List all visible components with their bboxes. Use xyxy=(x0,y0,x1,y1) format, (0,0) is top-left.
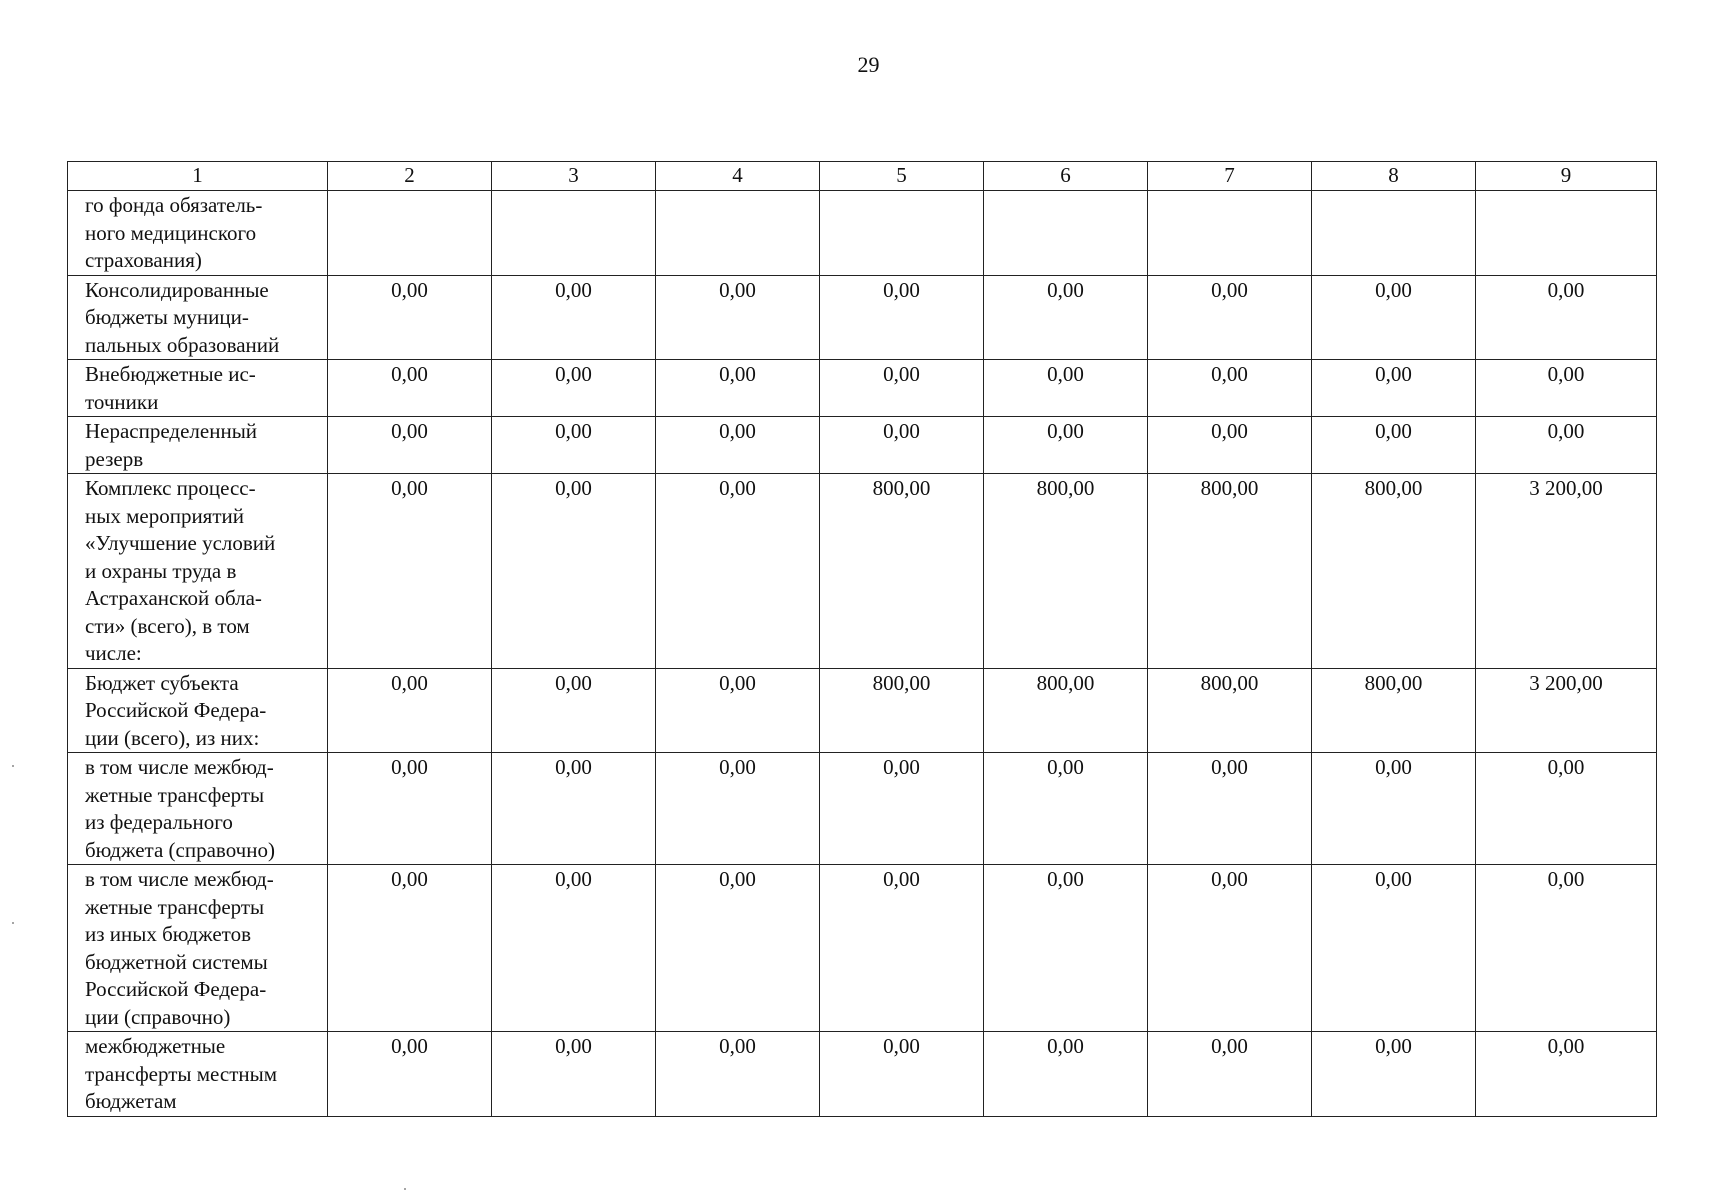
value-cell: 0,00 xyxy=(1148,753,1312,865)
value-cell: 0,00 xyxy=(328,474,492,669)
table-row xyxy=(68,191,1657,276)
value-cell: 0,00 xyxy=(1312,1032,1476,1117)
value-cell: 0,00 xyxy=(656,417,820,474)
value-cell: 800,00 xyxy=(820,474,984,669)
column-header: 3 xyxy=(492,162,656,191)
value-cell xyxy=(492,191,656,276)
row-label: Нераспределенный резерв xyxy=(68,417,328,474)
value-cell: 0,00 xyxy=(328,417,492,474)
value-cell: 0,00 xyxy=(984,1032,1148,1117)
value-cell: 0,00 xyxy=(1148,417,1312,474)
value-cell: 3 200,00 xyxy=(1476,474,1657,669)
column-header: 4 xyxy=(656,162,820,191)
value-cell: 0,00 xyxy=(492,417,656,474)
value-cell: 0,00 xyxy=(656,474,820,669)
value-cell: 0,00 xyxy=(820,1032,984,1117)
value-cell: 800,00 xyxy=(984,474,1148,669)
value-cell: 800,00 xyxy=(820,668,984,753)
row-label: Внебюджетные ис- точники xyxy=(68,360,328,417)
value-cell: 0,00 xyxy=(328,360,492,417)
value-cell: 3 200,00 xyxy=(1476,668,1657,753)
value-cell: 0,00 xyxy=(328,668,492,753)
value-cell: 0,00 xyxy=(820,865,984,1032)
value-cell: 0,00 xyxy=(1476,1032,1657,1117)
value-cell xyxy=(820,191,984,276)
column-header: 6 xyxy=(984,162,1148,191)
row-label: Консолидированные бюджеты муници- пальных образований xyxy=(68,275,328,360)
value-cell: 0,00 xyxy=(1148,360,1312,417)
value-cell: 0,00 xyxy=(984,753,1148,865)
scan-speck xyxy=(12,765,14,767)
value-cell: 0,00 xyxy=(1476,360,1657,417)
value-cell: 0,00 xyxy=(492,474,656,669)
value-cell: 0,00 xyxy=(1148,1032,1312,1117)
row-label: го фонда обязатель- ного медицинского страхования) xyxy=(68,191,328,276)
value-cell xyxy=(328,191,492,276)
value-cell: 0,00 xyxy=(656,668,820,753)
value-cell: 0,00 xyxy=(492,275,656,360)
scan-speck xyxy=(12,922,14,924)
value-cell: 0,00 xyxy=(656,1032,820,1117)
value-cell: 0,00 xyxy=(984,417,1148,474)
value-cell: 0,00 xyxy=(820,417,984,474)
value-cell: 0,00 xyxy=(656,275,820,360)
value-cell: 0,00 xyxy=(1476,417,1657,474)
column-header: 1 xyxy=(68,162,328,191)
value-cell xyxy=(656,191,820,276)
table-row xyxy=(68,668,1657,753)
table-body xyxy=(68,191,1657,1117)
column-header: 8 xyxy=(1312,162,1476,191)
table-row xyxy=(68,360,1657,417)
value-cell: 0,00 xyxy=(656,360,820,417)
value-cell: 0,00 xyxy=(492,360,656,417)
column-header: 2 xyxy=(328,162,492,191)
value-cell: 0,00 xyxy=(984,865,1148,1032)
value-cell: 0,00 xyxy=(820,275,984,360)
value-cell: 800,00 xyxy=(984,668,1148,753)
value-cell: 0,00 xyxy=(1312,275,1476,360)
table-row xyxy=(68,275,1657,360)
row-label: в том числе межбюд- жетные трансферты из иных бюджетов бюджетной системы Российской Федера- ции (справочно) xyxy=(68,865,328,1032)
value-cell: 0,00 xyxy=(1476,275,1657,360)
column-number-row xyxy=(68,162,1657,191)
table-row xyxy=(68,474,1657,669)
scan-speck xyxy=(404,1188,406,1190)
value-cell: 0,00 xyxy=(492,753,656,865)
row-label: Комплекс процесс- ных мероприятий «Улучшение условий и охраны труда в Астраханской обла- сти» (всего), в том числе: xyxy=(68,474,328,669)
value-cell: 0,00 xyxy=(1312,865,1476,1032)
row-label: межбюджетные трансферты местным бюджетам xyxy=(68,1032,328,1117)
table-row xyxy=(68,753,1657,865)
value-cell: 800,00 xyxy=(1312,668,1476,753)
row-label: в том числе межбюд- жетные трансферты из федерального бюджета (справочно) xyxy=(68,753,328,865)
value-cell: 0,00 xyxy=(820,360,984,417)
value-cell: 0,00 xyxy=(328,753,492,865)
value-cell: 0,00 xyxy=(656,753,820,865)
value-cell: 0,00 xyxy=(1312,360,1476,417)
column-header: 7 xyxy=(1148,162,1312,191)
table-row xyxy=(68,1032,1657,1117)
value-cell xyxy=(984,191,1148,276)
value-cell: 0,00 xyxy=(328,1032,492,1117)
value-cell: 0,00 xyxy=(1148,275,1312,360)
value-cell: 0,00 xyxy=(1312,753,1476,865)
value-cell: 0,00 xyxy=(492,1032,656,1117)
value-cell: 0,00 xyxy=(492,865,656,1032)
value-cell: 0,00 xyxy=(328,275,492,360)
value-cell xyxy=(1476,191,1657,276)
value-cell: 0,00 xyxy=(984,275,1148,360)
value-cell xyxy=(1148,191,1312,276)
page-number: 29 xyxy=(857,52,880,77)
value-cell: 0,00 xyxy=(328,865,492,1032)
value-cell: 0,00 xyxy=(1148,865,1312,1032)
value-cell: 0,00 xyxy=(820,753,984,865)
value-cell: 0,00 xyxy=(1476,753,1657,865)
column-header: 5 xyxy=(820,162,984,191)
row-label: Бюджет субъекта Российской Федера- ции (всего), из них: xyxy=(68,668,328,753)
value-cell: 800,00 xyxy=(1148,668,1312,753)
value-cell: 0,00 xyxy=(984,360,1148,417)
value-cell: 0,00 xyxy=(1312,417,1476,474)
table-row xyxy=(68,865,1657,1032)
table-row xyxy=(68,417,1657,474)
budget-table xyxy=(67,161,1657,1117)
value-cell: 0,00 xyxy=(656,865,820,1032)
column-header: 9 xyxy=(1476,162,1657,191)
value-cell: 800,00 xyxy=(1312,474,1476,669)
value-cell xyxy=(1312,191,1476,276)
value-cell: 0,00 xyxy=(1476,865,1657,1032)
value-cell: 800,00 xyxy=(1148,474,1312,669)
value-cell: 0,00 xyxy=(492,668,656,753)
